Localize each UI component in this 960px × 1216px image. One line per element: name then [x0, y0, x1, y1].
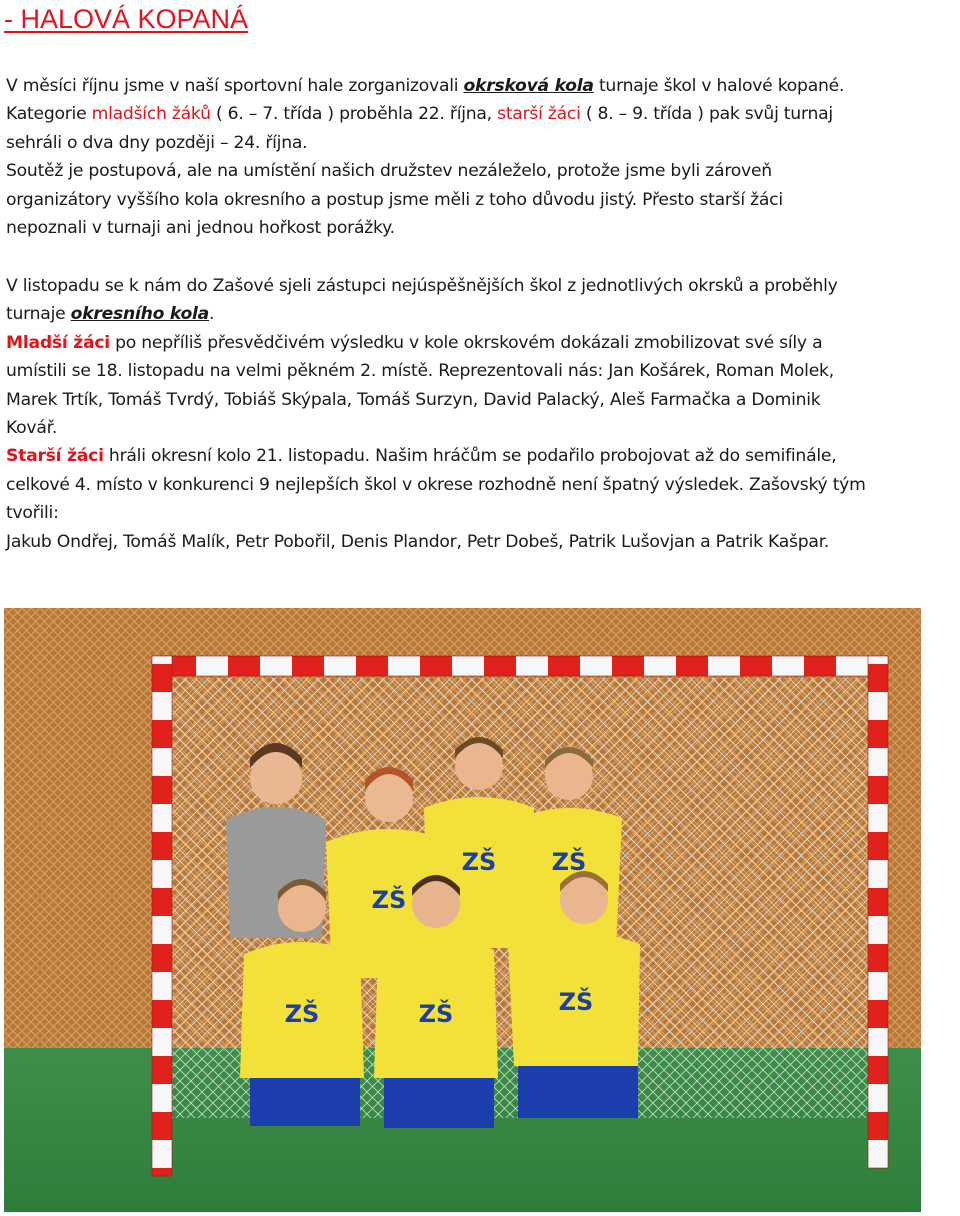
paragraph-november	[6, 272, 954, 556]
text-line	[6, 100, 954, 128]
text-line	[6, 329, 954, 357]
text-run: .	[209, 304, 215, 325]
jersey-logo: ZŠ	[551, 848, 587, 876]
text-run: ( 8. – 9. třída ) pak svůj turnaj	[580, 104, 833, 125]
text-line	[6, 442, 954, 470]
starsi-zaci-highlight: starší žáci	[497, 104, 581, 125]
goal-crossbar	[152, 656, 888, 676]
text-run: po nepříliš přesvědčivém výsledku v kole okrskovém dokázali zmobilizovat své síly a	[109, 332, 823, 353]
okresniho-kola-emphasis: okresního kola	[70, 304, 210, 325]
text-run: Kategorie	[6, 104, 92, 125]
text-line: organizátory vyššího kola okresního a postup jsme měli z toho důvodu jistý. Přesto starší žáci	[6, 189, 783, 210]
okrskova-kola-emphasis: okrsková kola	[463, 76, 594, 96]
jersey-logo: ZŠ	[558, 988, 594, 1016]
jersey-logo: ZŠ	[418, 1000, 454, 1028]
paragraph-october	[6, 72, 954, 242]
team-photo	[4, 608, 921, 1212]
text-line: Kovář.	[6, 418, 58, 439]
jersey-logo: ZŠ	[461, 848, 497, 876]
text-line: V listopadu se k nám do Zašové sjeli zástupci nejúspěšnějších škol z jednotlivých okrsků a proběhly	[6, 276, 838, 296]
text-line	[6, 300, 954, 328]
text-run: V měsíci říjnu jsme v naší sportovní hale zorganizovali	[6, 76, 464, 96]
jersey-logo: ZŠ	[284, 1000, 320, 1028]
text-line: celkové 4. místo v konkurenci 9 nejlepších škol v okrese rozhodně není špatný výsledek. Zašovský tým	[6, 474, 866, 495]
jersey-logo: ZŠ	[371, 886, 407, 914]
mladsi-zaci-label: Mladší žáci	[6, 332, 110, 353]
text-line: tvořili:	[6, 503, 59, 524]
text-run: hráli okresní kolo 21. listopadu. Našim hráčům se podařilo probojovat až do semifinále,	[103, 446, 837, 467]
mladsi-zaci-highlight: mladších žáků	[91, 104, 211, 125]
text-line: sehráli o dva dny později – 24. října.	[6, 132, 308, 153]
text-line	[6, 72, 954, 100]
text-run: turnaje	[6, 304, 71, 325]
text-line: Jakub Ondřej, Tomáš Malík, Petr Pobořil, Denis Plandor, Petr Dobeš, Patrik Lušovjan a Patrik Kašpar.	[6, 531, 830, 552]
text-run: ( 6. – 7. třída ) proběhla 22. října,	[210, 104, 498, 125]
page-title: - HALOVÁ KOPANÁ	[4, 4, 249, 34]
goal-post-right	[868, 656, 888, 1168]
starsi-zaci-label: Starší žáci	[6, 446, 104, 467]
text-line: Soutěž je postupová, ale na umístění našich družstev nezáleželo, protože jsme byli zároveň	[6, 161, 772, 182]
text-line: umístili se 18. listopadu na velmi pěkném 2. místě. Reprezentovali nás: Jan Košárek, Roman Molek,	[6, 361, 834, 382]
text-line: nepoznali v turnaji ani jednou hořkost porážky.	[6, 218, 395, 239]
goal-post-left	[152, 656, 172, 1176]
text-line: Marek Trtík, Tomáš Tvrdý, Tobiáš Skýpala, Tomáš Surzyn, David Palacký, Aleš Farmačka a Dominik	[6, 389, 821, 410]
text-run: turnaje škol v halové kopané.	[593, 76, 845, 96]
